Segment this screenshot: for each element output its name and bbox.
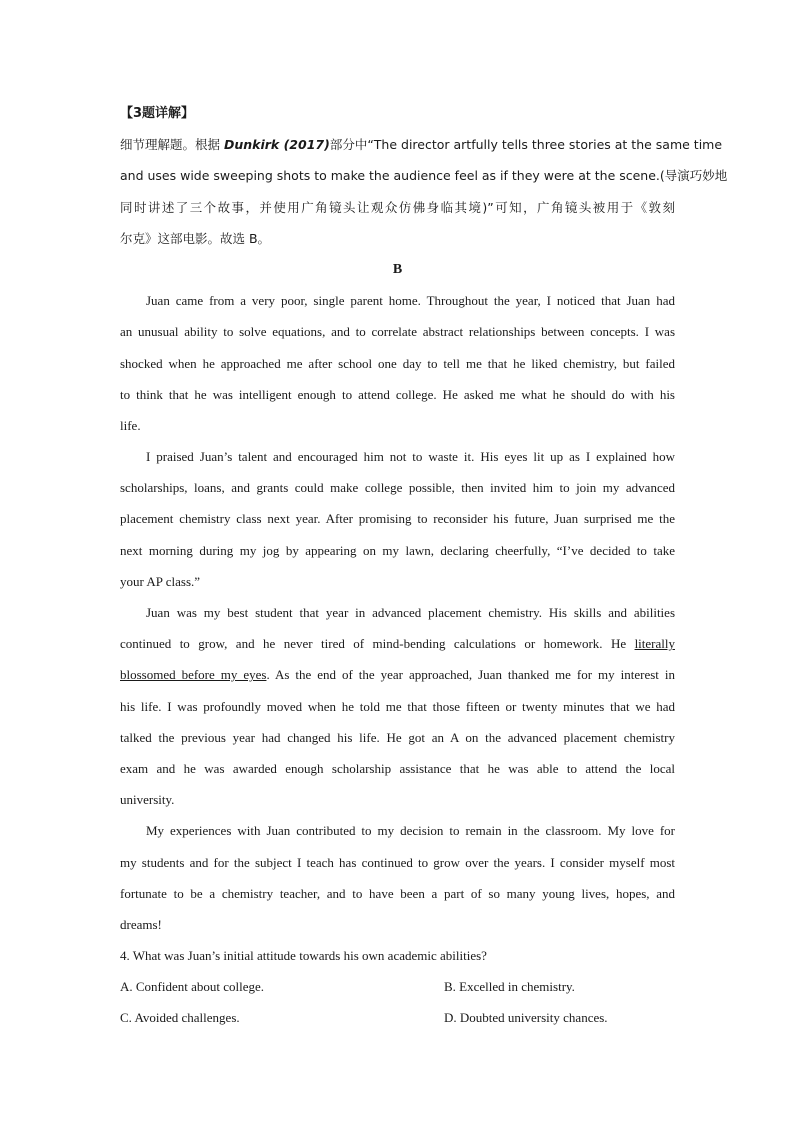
passage-line: placement chemistry class next year. After promising to reconsider his future, Juan surprised me the: [120, 511, 675, 527]
passage-line: [120, 659, 675, 690]
option-d: D. Doubted university chances.: [444, 1010, 608, 1026]
q3-explanation-line: [120, 129, 723, 160]
question-4-options-row: [120, 1002, 675, 1033]
passage-line: fortunate to be a chemistry teacher, and to have been a part of so many young lives, hopes, and: [120, 885, 675, 901]
q3-explanation-line: 同时讲述了三个故事，并使用广角镜头让观众仿佛身临其境)”可知，广角镜头被用于《敦刻: [120, 199, 675, 215]
passage-line: scholarships, loans, and grants could make college possible, then invited him to join my advanced: [120, 480, 675, 496]
question-4-stem: 4. What was Juan’s initial attitude towards his own academic abilities?: [120, 948, 487, 964]
passage-line: my students and for the subject I teach has continued to grow over the years. I consider myself most: [120, 854, 675, 870]
option-c: C. Avoided challenges.: [120, 1010, 240, 1026]
passage-line: Juan was my best student that year in advanced placement chemistry. His skills and abilities: [146, 605, 675, 620]
passage-line: his life. I was profoundly moved when he told me that those fifteen or twenty minutes that we had: [120, 698, 675, 714]
underlined-phrase: blossomed before my eyes: [120, 667, 267, 683]
passage-line: an unusual ability to solve equations, and to correlate abstract relationships between concepts. I was: [120, 324, 675, 340]
passage-line: My experiences with Juan contributed to my decision to remain in the classroom. My love for: [146, 823, 675, 839]
passage-line: I praised Juan’s talent and encouraged him not to waste it. His eyes lit up as I explained how: [146, 449, 675, 465]
passage-title: B: [392, 261, 403, 277]
passage-line: talked the previous year had changed his life. He got an A on the advanced placement chemistry: [120, 729, 675, 745]
passage-line: next morning during my jog by appearing on my lawn, declaring cheerfully, “I’ve decided to take: [120, 542, 675, 558]
passage-line: life.: [120, 417, 141, 433]
q3-heading: 【3题详解】: [120, 106, 195, 121]
passage-text: continued to grow, and he never tired of mind-bending calculations or homework. He: [120, 636, 635, 652]
option-b: B. Excelled in chemistry.: [444, 979, 575, 995]
passage-line: to think that he was intelligent enough to attend college. He asked me what he should do with his: [120, 386, 675, 402]
passage-line: [120, 628, 675, 659]
film-title: Dunkirk (2017): [223, 137, 330, 153]
passage-line: shocked when he approached me after school one day to tell me that he liked chemistry, but failed: [120, 355, 675, 371]
q3-explanation-line: and uses wide sweeping shots to make the audience feel as if they were at the scene.(导演巧妙地: [120, 168, 728, 184]
passage-text: . As the end of the year approached, Juan thanked me for my interest in: [266, 667, 675, 683]
underlined-phrase: literally: [634, 636, 675, 652]
passage-line: exam and he was awarded enough scholarship assistance that he was able to attend the local: [120, 760, 675, 776]
document-page: [120, 98, 728, 1034]
passage-line: your AP class.”: [120, 573, 201, 589]
q3-text: 部分中“The director artfully tells three stories at the same time: [329, 137, 723, 153]
passage-line: university.: [120, 792, 175, 808]
passage-line: Juan came from a very poor, single parent home. Throughout the year, I noticed that Juan had: [146, 293, 675, 309]
option-a: A. Confident about college.: [120, 979, 265, 995]
question-4-options-row: [120, 971, 675, 1002]
q3-text: 细节理解题。根据: [120, 137, 224, 153]
q3-explanation-line: 尔克》这部电影。故选 B。: [120, 230, 271, 246]
passage-line: dreams!: [120, 916, 162, 932]
